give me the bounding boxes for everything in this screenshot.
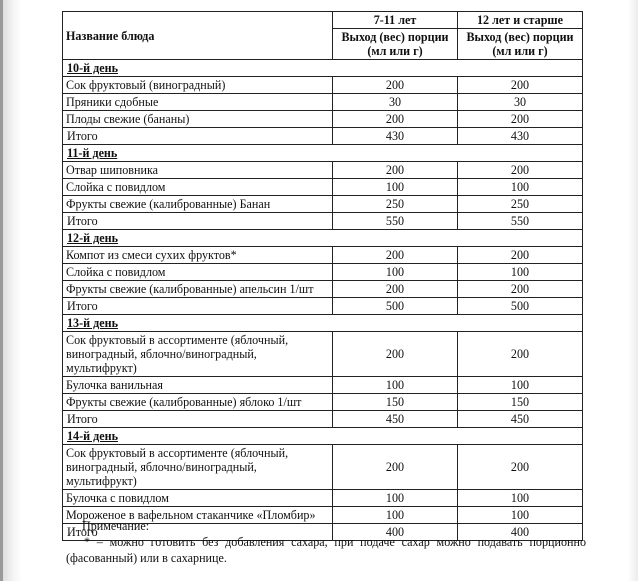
portion-7-11-cell: 430: [333, 128, 458, 145]
total-row: [63, 298, 583, 315]
portion-7-11-cell: 200: [333, 332, 458, 377]
table-row: [63, 196, 583, 213]
day-title: 12-й день: [63, 230, 583, 247]
total-label: Итого: [63, 524, 333, 541]
dish-name-cell: Сок фруктовый в ассортименте (яблочный, виноградный, яблочно/виноградный, мультифрукт): [63, 332, 333, 377]
dish-name-cell: Сок фруктовый (виноградный): [63, 77, 333, 94]
menu-table: [62, 11, 583, 541]
portion-7-11-cell: 150: [333, 394, 458, 411]
total-label: Итого: [63, 411, 333, 428]
table-row: [63, 111, 583, 128]
portion-12-plus-cell: 200: [458, 332, 583, 377]
dish-name-cell: Сок фруктовый в ассортименте (яблочный, виноградный, яблочно/виноградный, мультифрукт): [63, 445, 333, 490]
day-title: 10-й день: [63, 60, 583, 77]
portion-7-11-cell: 100: [333, 377, 458, 394]
day-title: 13-й день: [63, 315, 583, 332]
portion-12-plus-cell: 100: [458, 179, 583, 196]
scan-shadow-right: [628, 0, 638, 581]
age-group-12-plus-header: 12 лет и старше: [458, 12, 583, 29]
portion-12-plus-cell: 200: [458, 111, 583, 128]
portion-12-plus-cell: 100: [458, 490, 583, 507]
portion-7-11-cell: 200: [333, 111, 458, 128]
table-row: [63, 94, 583, 111]
portion-12-plus-cell: 200: [458, 77, 583, 94]
portion-7-11-cell: 450: [333, 411, 458, 428]
portion-12-plus-cell: 30: [458, 94, 583, 111]
portion-12-plus-cell: 200: [458, 162, 583, 179]
dish-name-cell: Слойка с повидлом: [63, 179, 333, 196]
portion-7-11-cell: 200: [333, 281, 458, 298]
scan-shadow-left: [0, 0, 22, 581]
dish-name-cell: Плоды свежие (бананы): [63, 111, 333, 128]
table-row: [63, 394, 583, 411]
portion-7-11-cell: 30: [333, 94, 458, 111]
table-row: [63, 162, 583, 179]
yield-header-7-11: Выход (вес) порции (мл или г): [333, 29, 458, 60]
portion-7-11-cell: 250: [333, 196, 458, 213]
portion-12-plus-cell: 200: [458, 247, 583, 264]
portion-12-plus-cell: 200: [458, 281, 583, 298]
total-row: [63, 411, 583, 428]
dish-name-cell: Компот из смеси сухих фруктов*: [63, 247, 333, 264]
dish-name-cell: Пряники сдобные: [63, 94, 333, 111]
portion-12-plus-cell: 200: [458, 445, 583, 490]
dish-name-cell: Булочка ванильная: [63, 377, 333, 394]
table-row: [63, 77, 583, 94]
table-row: [63, 490, 583, 507]
table-row: [63, 281, 583, 298]
page-edge: [0, 0, 3, 581]
total-row: [63, 128, 583, 145]
dish-name-cell: Слойка с повидлом: [63, 264, 333, 281]
dish-name-cell: Отвар шиповника: [63, 162, 333, 179]
day-header-row: [63, 230, 583, 247]
table-row: [63, 445, 583, 490]
note-text: * – можно готовить без добавления сахара, при подаче сахар можно подавать порционно (фасованный) или в сахарнице.: [66, 535, 586, 565]
portion-7-11-cell: 100: [333, 179, 458, 196]
portion-12-plus-cell: 250: [458, 196, 583, 213]
note-title: Примечание:: [82, 519, 150, 533]
table-row: [63, 332, 583, 377]
portion-12-plus-cell: 400: [458, 524, 583, 541]
total-row: [63, 213, 583, 230]
yield-header-12-plus: Выход (вес) порции (мл или г): [458, 29, 583, 60]
note-block: [66, 518, 586, 566]
day-header-row: [63, 315, 583, 332]
dish-name-cell: Мороженое в вафельном стаканчике «Пломбир»: [63, 507, 333, 524]
total-label: Итого: [63, 213, 333, 230]
portion-7-11-cell: 100: [333, 507, 458, 524]
dish-name-header: Название блюда: [63, 12, 333, 60]
portion-7-11-cell: 100: [333, 490, 458, 507]
portion-12-plus-cell: 150: [458, 394, 583, 411]
day-header-row: [63, 60, 583, 77]
dish-name-cell: Фрукты свежие (калиброванные) Банан: [63, 196, 333, 213]
portion-12-plus-cell: 100: [458, 377, 583, 394]
portion-7-11-cell: 100: [333, 264, 458, 281]
total-label: Итого: [63, 298, 333, 315]
portion-7-11-cell: 400: [333, 524, 458, 541]
table-row: [63, 247, 583, 264]
portion-12-plus-cell: 500: [458, 298, 583, 315]
total-label: Итого: [63, 128, 333, 145]
day-title: 14-й день: [63, 428, 583, 445]
table-row: [63, 264, 583, 281]
dish-name-cell: Фрукты свежие (калиброванные) яблоко 1/шт: [63, 394, 333, 411]
portion-7-11-cell: 200: [333, 77, 458, 94]
portion-12-plus-cell: 430: [458, 128, 583, 145]
portion-12-plus-cell: 550: [458, 213, 583, 230]
dish-name-cell: Булочка с повидлом: [63, 490, 333, 507]
dish-name-cell: Фрукты свежие (калиброванные) апельсин 1/шт: [63, 281, 333, 298]
table-header: [63, 12, 583, 60]
day-title: 11-й день: [63, 145, 583, 162]
portion-12-plus-cell: 100: [458, 264, 583, 281]
day-header-row: [63, 428, 583, 445]
portion-12-plus-cell: 450: [458, 411, 583, 428]
portion-7-11-cell: 200: [333, 445, 458, 490]
portion-7-11-cell: 500: [333, 298, 458, 315]
table-row: [63, 179, 583, 196]
age-group-7-11-header: 7-11 лет: [333, 12, 458, 29]
portion-7-11-cell: 550: [333, 213, 458, 230]
portion-7-11-cell: 200: [333, 247, 458, 264]
portion-12-plus-cell: 100: [458, 507, 583, 524]
table-body: [63, 60, 583, 541]
portion-7-11-cell: 200: [333, 162, 458, 179]
table-row: [63, 377, 583, 394]
day-header-row: [63, 145, 583, 162]
